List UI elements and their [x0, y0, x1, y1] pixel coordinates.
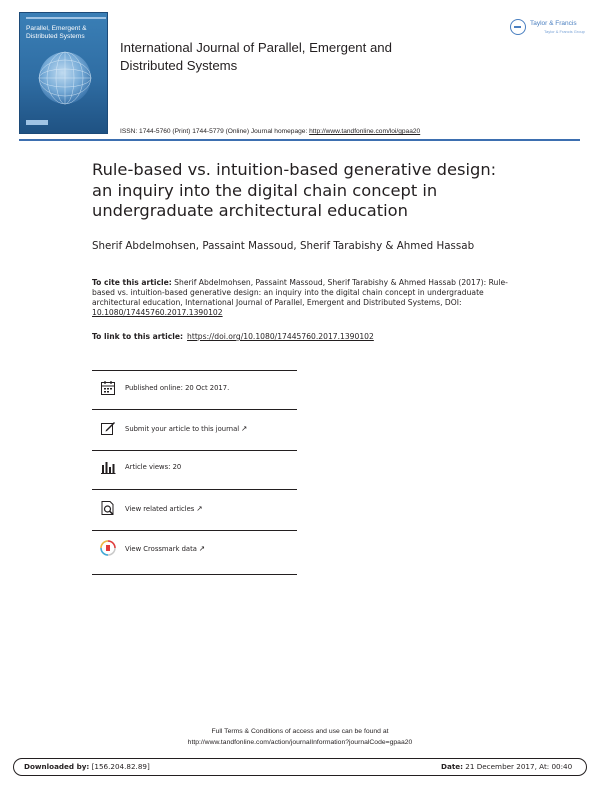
edit-pencil-icon [100, 420, 116, 436]
header-rule [19, 139, 580, 141]
issn-line [120, 128, 420, 135]
publisher-logo-icon [510, 19, 526, 35]
article-title-line: undergraduate architectural education [92, 201, 408, 220]
download-date [441, 762, 572, 771]
cover-title-line: Parallel, Emergent & [26, 25, 87, 32]
submit-article-text: Submit your article to this journal [125, 425, 240, 433]
journal-title [120, 39, 480, 75]
publisher-logo-name: Taylor & Francis [530, 20, 577, 27]
crossmark-text: View Crossmark data [125, 545, 197, 553]
meta-divider [92, 370, 297, 371]
meta-divider [92, 409, 297, 410]
citation-block [92, 278, 510, 318]
journal-cover-image [19, 12, 108, 134]
publisher-logo [510, 18, 590, 38]
external-link-icon: ↗ [196, 504, 203, 513]
meta-divider [92, 530, 297, 531]
article-authors: Sherif Abdelmohsen, Passaint Massoud, Sherif Tarabishy & Ahmed Hassab [92, 240, 475, 252]
citation-text: Sherif Abdelmohsen, Passaint Massoud, Sherif Tarabishy & Ahmed Hassab (2017): Rule-based vs. intuition-based generative design: an inquiry into the digital chain concept in undergraduate architectural education, International Journal of Parallel, Emergent and Distributed Systems, DOI: [92, 278, 508, 307]
submit-article-link[interactable] [125, 424, 247, 433]
external-link-icon: ↗ [241, 424, 248, 433]
crossmark-icon [100, 540, 116, 556]
terms-line: Full Terms & Conditions of access and use can be found at [211, 728, 389, 735]
article-views-row [100, 459, 300, 479]
downloaded-by-value: [156.204.82.89] [89, 762, 150, 771]
article-views-text: Article views: 20 [125, 463, 182, 471]
terms-notice [0, 726, 600, 748]
cover-sphere-graphic [34, 49, 96, 107]
download-date-label: Date: [441, 762, 464, 771]
submit-article-row[interactable] [100, 420, 300, 440]
citation-doi-link[interactable]: 10.1080/17445760.2017.1390102 [92, 308, 223, 317]
journal-homepage-link[interactable]: http://www.tandfonline.com/loi/gpaa20 [309, 128, 421, 135]
published-online-row [100, 380, 300, 400]
published-online-text: Published online: 20 Oct 2017. [125, 384, 230, 392]
related-articles-link[interactable] [125, 504, 203, 513]
article-title-line: Rule-based vs. intuition-based generative design: [92, 160, 497, 179]
cover-publisher-mark [26, 120, 48, 125]
related-articles-text: View related articles [125, 505, 195, 513]
external-link-icon: ↗ [198, 544, 206, 553]
meta-divider [92, 574, 297, 575]
bar-chart-icon [100, 459, 116, 475]
journal-title-line: International Journal of Parallel, Emergent and [120, 40, 392, 55]
journal-title-line: Distributed Systems [120, 58, 238, 73]
article-title-line: an inquiry into the digital chain concept in [92, 180, 438, 200]
article-link-line [92, 332, 374, 341]
document-search-icon [100, 500, 116, 516]
article-doi-url-link[interactable]: https://doi.org/10.1080/17445760.2017.1390102 [187, 332, 374, 341]
citation-label: To cite this article: [92, 278, 172, 287]
crossmark-link[interactable] [125, 544, 205, 553]
publisher-logo-tagline: Taylor & Francis Group [544, 29, 585, 34]
crossmark-row[interactable] [100, 540, 300, 560]
download-date-value: 21 December 2017, At: 00:40 [463, 762, 573, 771]
cover-title-line: Distributed Systems [26, 32, 85, 40]
article-title [92, 160, 512, 222]
meta-divider [92, 489, 297, 490]
related-articles-row[interactable] [100, 500, 300, 520]
terms-url-link[interactable]: http://www.tandfonline.com/action/journalInformation?journalCode=gpaa20 [187, 739, 413, 746]
cover-top-band [26, 17, 106, 19]
downloaded-by [24, 762, 150, 771]
meta-divider [92, 450, 297, 451]
downloaded-by-label: Downloaded by: [24, 762, 90, 771]
issn-text: ISSN: 1744-5760 (Print) 1744-5779 (Online) Journal homepage: [120, 128, 310, 135]
article-link-label: To link to this article: [92, 332, 184, 341]
calendar-icon [100, 380, 116, 396]
download-info-bar [13, 758, 587, 776]
cover-title [26, 25, 106, 40]
